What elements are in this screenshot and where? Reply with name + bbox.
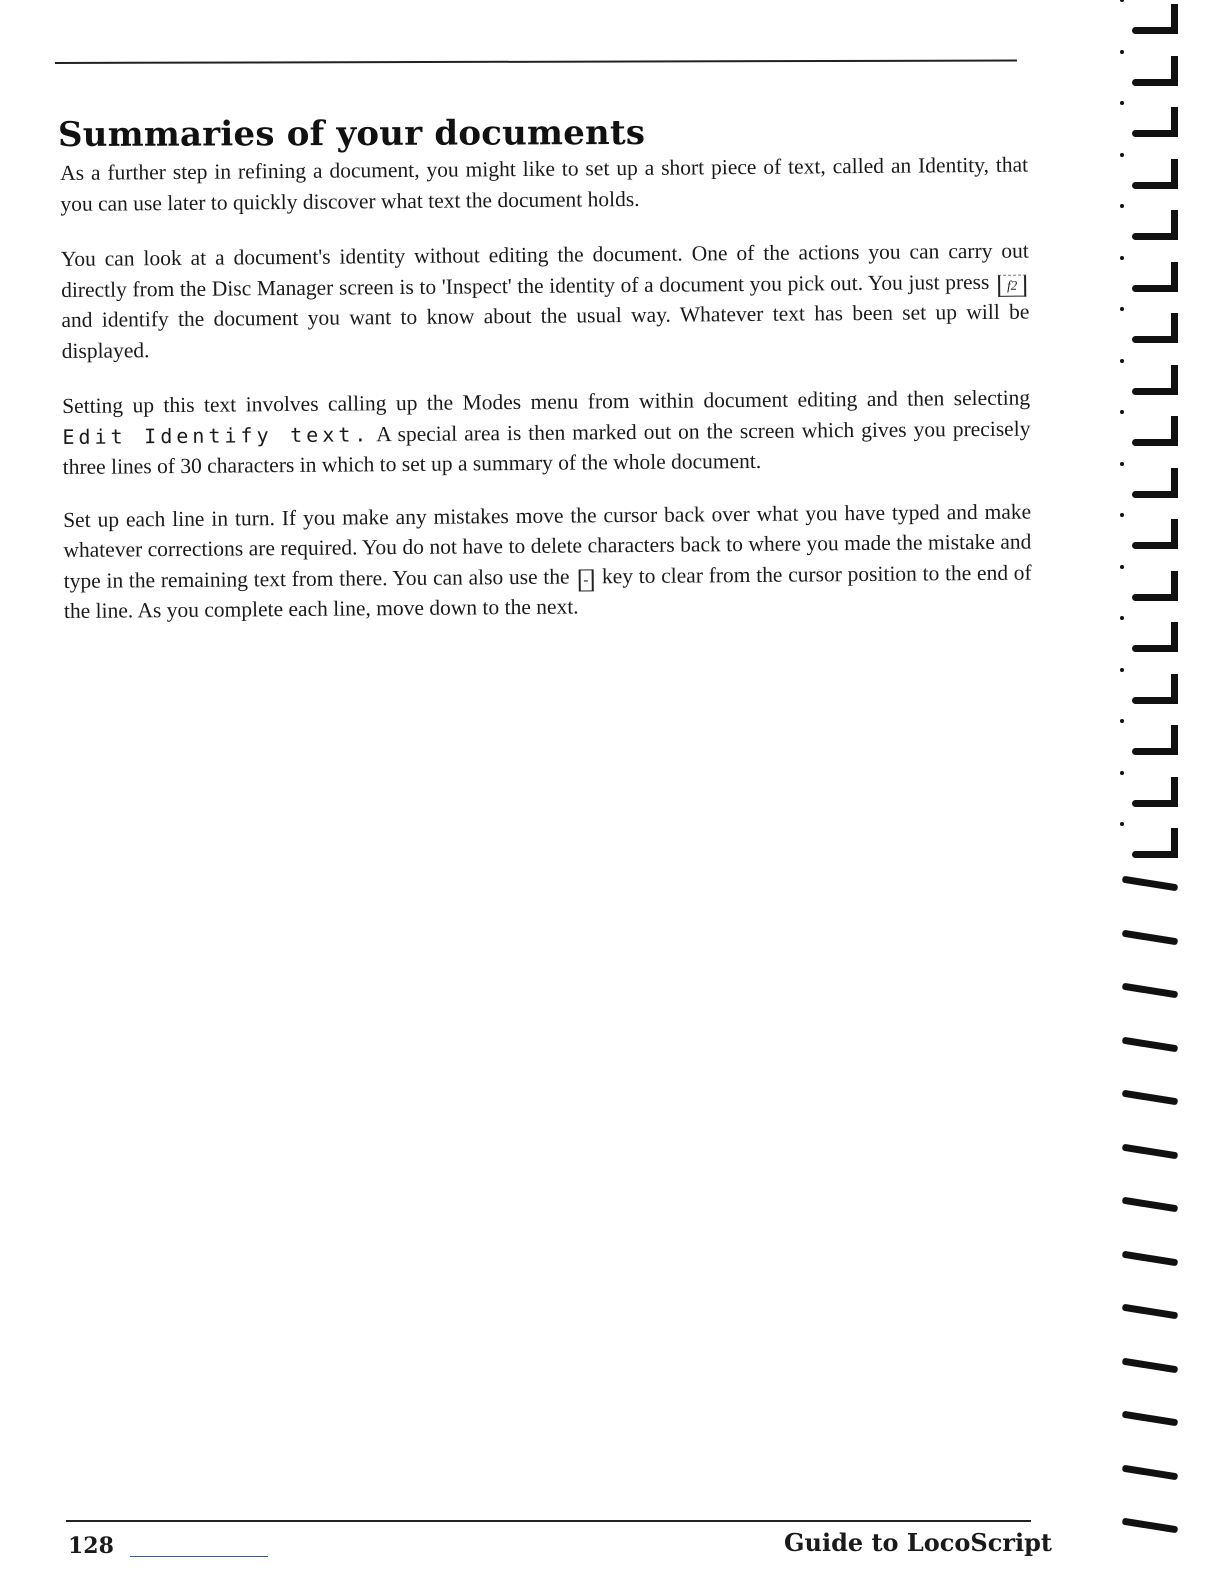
bottom-divider [66, 1520, 1031, 1522]
binding-coil-icon [1122, 1036, 1178, 1052]
hook-dot [1120, 668, 1124, 672]
hook-foot [1132, 182, 1178, 189]
hook-foot [1132, 388, 1178, 395]
paragraph-text: and identify the document you want to know about the usual way. Whatever text has been set up will be displayed. [61, 299, 1030, 363]
paragraph-text: key to clear from the cursor position to the end of the line. As you complete each line, move down to the next. [63, 560, 1032, 623]
hook-foot [1132, 645, 1178, 652]
hook-dot [1120, 513, 1124, 517]
hook-foot [1132, 285, 1178, 292]
hook-foot [1132, 491, 1178, 498]
hook-dot [1120, 50, 1124, 54]
book-title: Guide to LocoScript [784, 1528, 1052, 1557]
binding-coil-icon [1122, 1464, 1178, 1480]
binding-hook-icon [1120, 571, 1180, 601]
paragraph-text: You can look at a document's identity without editing the document. One of the actions you can carry out directly from the Disc Manager screen is to 'Inspect' the identity of a document you pick out. You just press [60, 238, 1029, 302]
binding-coil-icon [1122, 876, 1178, 892]
hook-foot [1132, 748, 1178, 755]
hook-dot [1120, 719, 1124, 723]
hook-foot [1132, 800, 1178, 807]
hook-foot [1132, 336, 1178, 343]
hook-foot [1132, 851, 1178, 858]
hook-foot [1132, 79, 1178, 86]
hook-dot [1120, 616, 1124, 620]
binding-hook-icon [1120, 365, 1180, 395]
binding-coil-icon [1122, 929, 1178, 945]
hook-dot [1120, 771, 1124, 775]
paragraph-inspect-identity [61, 236, 1030, 366]
spiral-binding [1118, 0, 1224, 1584]
binding-hook-icon [1120, 262, 1180, 292]
binding-hook-icon [1120, 4, 1180, 34]
hook-dot [1120, 359, 1124, 363]
binding-hook-icon [1120, 725, 1180, 755]
hook-dot [1120, 307, 1124, 311]
binding-coil-icon [1122, 1304, 1178, 1320]
hook-dot [1120, 410, 1124, 414]
binding-hook-icon [1120, 313, 1180, 343]
binding-hook-icon [1120, 107, 1180, 137]
f2-key-icon: f2 [998, 274, 1026, 296]
hook-dot [1120, 101, 1124, 105]
binding-hook-icon [1120, 210, 1180, 240]
line-clear-key-icon: - [578, 569, 593, 591]
hook-foot [1132, 233, 1178, 240]
hook-dot [1120, 0, 1124, 2]
hook-dot [1120, 462, 1124, 466]
binding-hook-icon [1120, 468, 1180, 498]
binding-coil-icon [1122, 1197, 1178, 1213]
paragraph-text: A special area is then marked out on the screen which gives you precisely three lines of 30 characters in which to set up a summary of the whole document. [62, 416, 1031, 479]
paragraph-text: Set up each line in turn. If you make any mistakes move the cursor back over what you have typed and make whatever corrections are required. You do not have to delete characters back to where you made the mistake and type in the remaining text from there. You can also use the [63, 499, 1032, 593]
binding-coil-icon [1122, 1411, 1178, 1427]
binding-coil-icon [1122, 1518, 1178, 1534]
binding-coil-icon [1122, 983, 1178, 999]
binding-hook-icon [1120, 416, 1180, 446]
hook-foot [1132, 27, 1178, 34]
binding-hook-icon [1120, 56, 1180, 86]
section-title: Summaries of your documents [57, 112, 646, 155]
menu-command: Edit Identify text. [62, 421, 371, 449]
paragraph-setting-up [62, 383, 1031, 483]
page-number: 128 [68, 1533, 114, 1559]
hook-dot [1120, 153, 1124, 157]
binding-hook-icon [1120, 622, 1180, 652]
binding-coil-icon [1122, 1357, 1178, 1373]
binding-hook-icon [1120, 519, 1180, 549]
hook-foot [1132, 697, 1178, 704]
paragraph-text: As a further step in refining a document, you might like to set up a short piece of text, called an Identity, that you can use later to quickly discover what text the document holds. [60, 152, 1029, 216]
paragraph-text: Setting up this text involves calling up the Modes menu from within document editing and then selecting [62, 385, 1031, 418]
binding-coil-icon [1122, 1250, 1178, 1266]
paragraph-corrections [63, 496, 1032, 626]
hook-dot [1120, 256, 1124, 260]
hook-dot [1120, 565, 1124, 569]
binding-hook-icon [1120, 828, 1180, 858]
hook-dot [1120, 822, 1124, 826]
hook-dot [1120, 204, 1124, 208]
hook-foot [1132, 594, 1178, 601]
binding-hook-icon [1120, 674, 1180, 704]
hook-foot [1132, 130, 1178, 137]
hook-foot [1132, 542, 1178, 549]
body-text [60, 150, 1032, 652]
binding-coil-icon [1122, 1143, 1178, 1159]
binding-hook-icon [1120, 159, 1180, 189]
page-number-underline [130, 1556, 268, 1557]
hook-foot [1132, 439, 1178, 446]
binding-hook-icon [1120, 777, 1180, 807]
paragraph-identity-intro [60, 150, 1028, 219]
top-divider [55, 59, 1017, 64]
binding-coil-icon [1122, 1090, 1178, 1106]
